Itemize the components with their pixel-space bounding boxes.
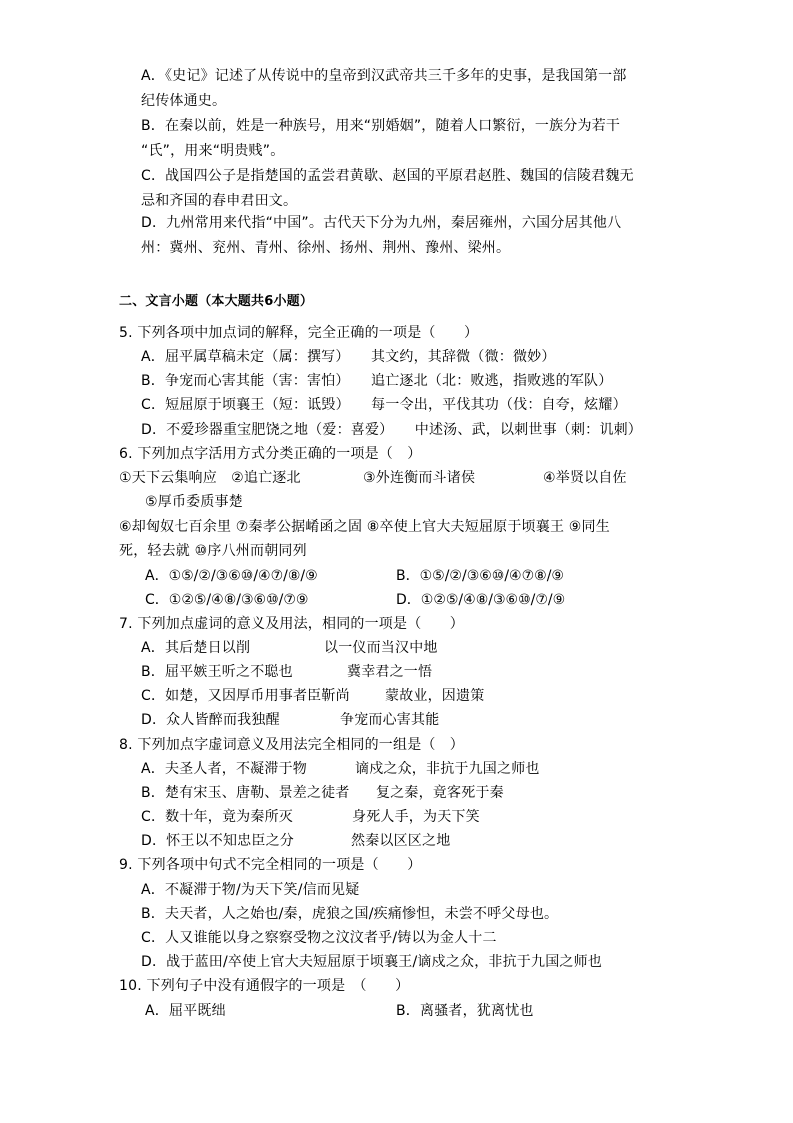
q6-option-c: C．①②⑤/④⑧/③⑥⑩/⑦⑨ xyxy=(145,592,309,608)
q10-stem: 10. 下列句子中没有通假字的一项是 （ ） xyxy=(119,978,410,994)
q6-items-line4: 死，轻去就 ⑩序八州而朝同列 xyxy=(119,543,307,559)
q4-option-c-line1: C．战国四公子是指楚国的孟尝君黄歇、赵国的平原君赵胜、魏国的信陵君魏无 xyxy=(141,168,634,184)
q9-option-c: C．人又谁能以身之察察受物之汶汶者乎/铸以为金人十二 xyxy=(141,930,497,946)
q9-stem: 9. 下列各项中句式不完全相同的一项是（ ） xyxy=(119,857,422,873)
q5-option-c: C．短屈原于顷襄王（短：诋毁） 每一令出，平伐其功（伐：自夸，炫耀） xyxy=(141,397,627,413)
section-heading: 二、文言小题（本大题共6小题） xyxy=(119,294,314,309)
q4-option-b-line1: B．在秦以前，姓是一种族号，用来“别婚姻”，随着人口繁衍，一族分为若干 xyxy=(141,118,621,134)
q4-option-d-line2: 州：冀州、兖州、青州、徐州、扬州、荆州、豫州、梁州。 xyxy=(141,240,511,256)
q9-option-d: D．战于蓝田/卒使上官大夫短屈原于顷襄王/谪戍之众，非抗于九国之师也 xyxy=(141,954,603,970)
q8-stem: 8. 下列加点字虚词意义及用法完全相同的一组是（ ） xyxy=(119,737,465,753)
q7-option-c-right: 蒙故业，因遗策 xyxy=(385,688,485,704)
q5-option-b: B．争宠而心害其能（害：害怕） 追亡逐北（北：败逃，指败逃的军队） xyxy=(141,373,613,389)
q6-items-line1c: ④举贤以自佐 xyxy=(543,470,627,486)
q5-option-d: D．不爱珍器重宝肥饶之地（爱：喜爱） 中述汤、武，以刺世事（刺：讥刺） xyxy=(141,422,642,438)
q6-option-d: D．①②⑤/④⑧/③⑥⑩/⑦/⑨ xyxy=(396,592,566,608)
q6-stem: 6. 下列加点字活用方式分类正确的一项是（ ） xyxy=(119,446,422,462)
q6-items-line1a: ①天下云集响应 ②追亡逐北 xyxy=(119,470,301,486)
q8-option-b-left: B．楚有宋玉、唐勒、景差之徒者 xyxy=(141,785,350,801)
q7-option-b-left: B．屈平嫉王听之不聪也 xyxy=(141,664,293,680)
q7-option-a-right: 以一仪而当汉中地 xyxy=(324,640,438,656)
q7-option-d-right: 争宠而心害其能 xyxy=(340,712,440,728)
q7-stem: 7. 下列加点虚词的意义及用法，相同的一项是（ ） xyxy=(119,616,465,632)
q10-option-a: A．屈平既绌 xyxy=(145,1003,226,1019)
q4-option-a-line1: A．《史记》记述了从传说中的皇帝到汉武帝共三千多年的史事，是我国第一部 xyxy=(141,68,627,84)
q10-option-b: B．离骚者，犹离忧也 xyxy=(396,1003,534,1019)
q8-option-d-left: D．怀王以不知忠臣之分 xyxy=(141,833,294,849)
q9-option-b: B．夫天者，人之始也/秦，虎狼之国/疾痛惨怛，未尝不呼父母也。 xyxy=(141,906,559,922)
q9-option-a: A．不凝滞于物/为天下笑/信而见疑 xyxy=(141,882,360,898)
q8-option-c-right: 身死人手，为天下笑 xyxy=(352,809,480,825)
q4-option-d-line1: D．九州常用来代指“中国”。古代天下分为九州，秦居雍州，六国分居其他八 xyxy=(141,215,622,231)
q7-option-d-left: D．众人皆醉而我独醒 xyxy=(141,712,280,728)
q8-option-b-right: 复之秦，竟客死于秦 xyxy=(376,785,504,801)
q7-option-b-right: 冀幸君之一悟 xyxy=(347,664,433,680)
q6-option-b: B．①⑤/②/③⑥⑩/④⑦⑧/⑨ xyxy=(396,568,564,584)
q5-option-a: A．屈平属草稿未定（属：撰写） 其文约，其辞微（微：微妙） xyxy=(141,349,556,365)
q4-option-a-line2: 纪传体通史。 xyxy=(141,93,227,109)
q6-items-line1b: ③外连衡而斗诸侯 xyxy=(363,470,476,486)
q8-option-c-left: C．数十年，竟为秦所灭 xyxy=(141,809,293,825)
q6-option-a: A．①⑤/②/③⑥⑩/④⑦/⑧/⑨ xyxy=(145,568,318,584)
q4-option-b-line2: “氏”，用来“明贵贱”。 xyxy=(141,143,285,159)
q8-option-a-right: 谪戍之众，非抗于九国之师也 xyxy=(355,761,540,777)
q8-option-d-right: 然秦以区区之地 xyxy=(351,833,451,849)
q4-option-c-line2: 忌和齐国的春申君田文。 xyxy=(141,193,298,209)
q6-items-line3: ⑥却匈奴七百余里 ⑦秦孝公据崤函之固 ⑧卒使上官大夫短屈原于顷襄王 ⑨同生 xyxy=(119,519,610,535)
q7-option-c-left: C．如楚，又因厚币用事者臣靳尚 xyxy=(141,688,350,704)
q7-option-a-left: A．其后楚日以削 xyxy=(141,640,251,656)
q6-items-line2: ⑤厚币委质事楚 xyxy=(145,494,243,510)
q8-option-a-left: A．夫圣人者，不凝滞于物 xyxy=(141,761,307,777)
q5-stem: 5. 下列各项中加点词的解释，完全正确的一项是（ ） xyxy=(119,325,479,341)
